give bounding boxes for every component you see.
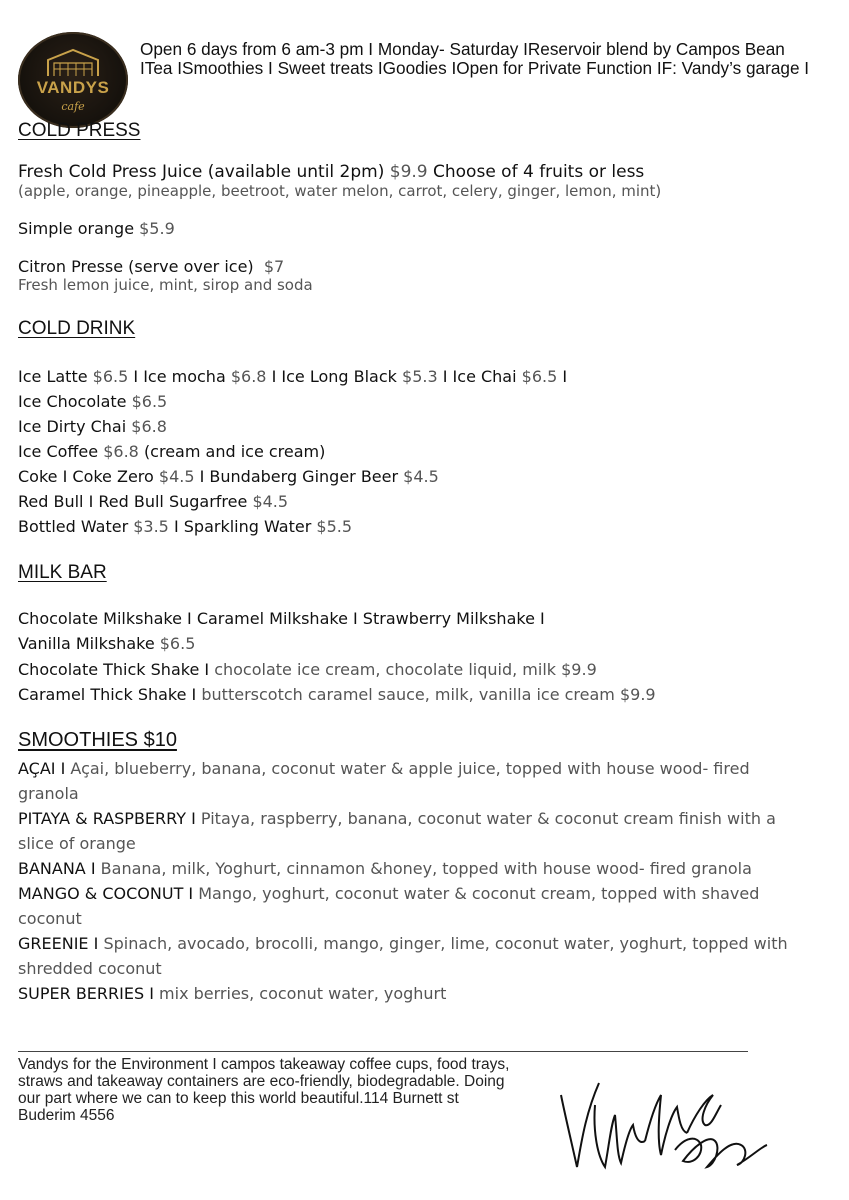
- item-name: Ice Dirty Chai: [18, 417, 127, 436]
- menu-item-coke: [18, 467, 439, 486]
- menu-item-simple-orange: [18, 219, 175, 238]
- item-price: $6.5: [92, 367, 129, 386]
- item-description: butterscotch caramel sauce, milk, vanilla ice cream: [201, 685, 615, 704]
- item-price: $5.5: [316, 517, 353, 536]
- item-name: Citron Presse (serve over ice): [18, 257, 254, 276]
- item-description: chocolate ice cream, chocolate liquid, milk: [214, 660, 557, 679]
- item-name: MANGO & COCONUT I: [18, 884, 194, 903]
- section-milk-bar: MILK BAR: [18, 562, 107, 583]
- menu-item-citron-presse: [18, 257, 284, 276]
- item-description: Açai, blueberry, banana, coconut water & apple juice, topped with house wood- fired granola: [18, 759, 750, 803]
- item-description: mix berries, coconut water, yoghurt: [159, 984, 447, 1003]
- item-name: Sparkling Water: [183, 517, 312, 536]
- item-price: $6.8: [131, 417, 167, 436]
- item-price: $4.5: [252, 492, 289, 511]
- menu-item-caramel-thick-shake: [18, 685, 656, 704]
- menu-item-water: [18, 517, 352, 536]
- item-price: $7: [263, 257, 285, 276]
- menu-item-ice-coffee: [18, 442, 325, 461]
- item-name: Ice Latte: [18, 367, 88, 386]
- item-name: Red Bull I Red Bull Sugarfree: [18, 492, 248, 511]
- logo-subtitle: cafe: [61, 100, 85, 113]
- item-name: SUPER BERRIES I: [18, 984, 154, 1003]
- logo-brand: VANDYS: [36, 78, 110, 97]
- item-name: Fresh Cold Press Juice (available until 2pm): [18, 162, 385, 182]
- item-price: $9.9: [561, 660, 597, 679]
- item-name: Chocolate Thick Shake I: [18, 660, 210, 679]
- item-name: Vanilla Milkshake: [18, 634, 155, 653]
- item-price: $9.9: [619, 685, 656, 704]
- cafe-logo: [18, 32, 128, 128]
- item-price: $3.5: [133, 517, 169, 536]
- separator: I: [173, 517, 179, 536]
- item-name: Ice mocha: [143, 367, 226, 386]
- menu-row-milkshakes: Chocolate Milkshake I Caramel Milkshake I Strawberry Milkshake I: [18, 609, 545, 628]
- item-name: Ice Coffee: [18, 442, 99, 461]
- item-name: Bundaberg Ginger Beer: [209, 467, 399, 486]
- item-description: Pitaya, raspberry, banana, coconut water & coconut cream finish with a slice of orange: [18, 809, 776, 853]
- item-name: Ice Long Black: [281, 367, 397, 386]
- separator: I: [271, 367, 277, 386]
- item-price: $6.5: [159, 634, 196, 653]
- separator: I: [442, 367, 448, 386]
- list-item: [18, 881, 808, 931]
- separator: I: [133, 367, 139, 386]
- menu-item-ice-dirty-chai: [18, 417, 167, 436]
- footer-text: Vandys for the Environment I campos takeaway coffee cups, food trays, straws and takeaway containers are eco-friendly, biodegradable. Doing our part where we can to keep this world beautiful.114 Burnett st Buderim 4556: [18, 1056, 510, 1124]
- item-name: PITAYA & RASPBERRY I: [18, 809, 196, 828]
- item-name: Coke I Coke Zero: [18, 467, 154, 486]
- section-cold-drink: COLD DRINK: [18, 318, 136, 339]
- menu-row-iced-coffees: [18, 367, 567, 386]
- item-name: AÇAI I: [18, 759, 66, 778]
- list-item: [18, 856, 808, 881]
- item-name: GREENIE I: [18, 934, 99, 953]
- list-item: [18, 931, 808, 981]
- item-price: $5.9: [139, 219, 175, 238]
- footer-divider: [18, 1051, 748, 1052]
- item-price: $4.5: [158, 467, 195, 486]
- intro-text: Open 6 days from 6 am-3 pm I Monday- Saturday IReservoir blend by Campos Bean ITea ISmoothies I Sweet treats IGoodies IOpen for Private Function IF: Vandy’s garage I: [140, 39, 810, 78]
- item-description: Spinach, avocado, brocolli, mango, ginger, lime, coconut water, yoghurt, topped with shredded coconut: [18, 934, 788, 978]
- item-name: Ice Chai: [452, 367, 517, 386]
- menu-item-red-bull: [18, 492, 288, 511]
- list-item: [18, 806, 808, 856]
- item-name: Simple orange: [18, 219, 135, 238]
- item-name: Bottled Water: [18, 517, 129, 536]
- separator: I: [199, 467, 205, 486]
- item-price: $6.5: [521, 367, 558, 386]
- menu-item-vanilla-milkshake: [18, 634, 195, 653]
- item-description: Banana, milk, Yoghurt, cinnamon &honey, topped with house wood- fired granola: [100, 859, 752, 878]
- item-description: Mango, yoghurt, coconut water & coconut cream, topped with shaved coconut: [18, 884, 760, 928]
- section-smoothies: SMOOTHIES $10: [18, 729, 177, 751]
- item-note: Choose of 4 fruits or less: [433, 162, 645, 182]
- signature-logo: [555, 1075, 770, 1175]
- smoothie-list: [18, 756, 808, 1006]
- list-item: [18, 756, 808, 806]
- item-price: $9.9: [389, 162, 428, 182]
- item-name: Caramel Thick Shake I: [18, 685, 197, 704]
- item-name: Ice Chocolate: [18, 392, 127, 411]
- item-price: $4.5: [403, 467, 439, 486]
- item-description: Fresh lemon juice, mint, sirop and soda: [18, 276, 313, 294]
- item-price: $6.8: [230, 367, 267, 386]
- item-price: $5.3: [402, 367, 438, 386]
- separator: I: [562, 367, 568, 386]
- fruit-options: (apple, orange, pineapple, beetroot, water melon, carrot, celery, ginger, lemon, mint): [18, 182, 662, 200]
- item-note: (cream and ice cream): [143, 442, 326, 461]
- menu-item-cold-press-juice: [18, 162, 644, 182]
- section-cold-press: COLD PRESS: [18, 120, 141, 141]
- item-price: $6.8: [103, 442, 139, 461]
- menu-item-chocolate-thick-shake: [18, 660, 597, 679]
- item-name: BANANA I: [18, 859, 96, 878]
- menu-item-ice-chocolate: [18, 392, 167, 411]
- item-price: $6.5: [131, 392, 168, 411]
- list-item: [18, 981, 808, 1006]
